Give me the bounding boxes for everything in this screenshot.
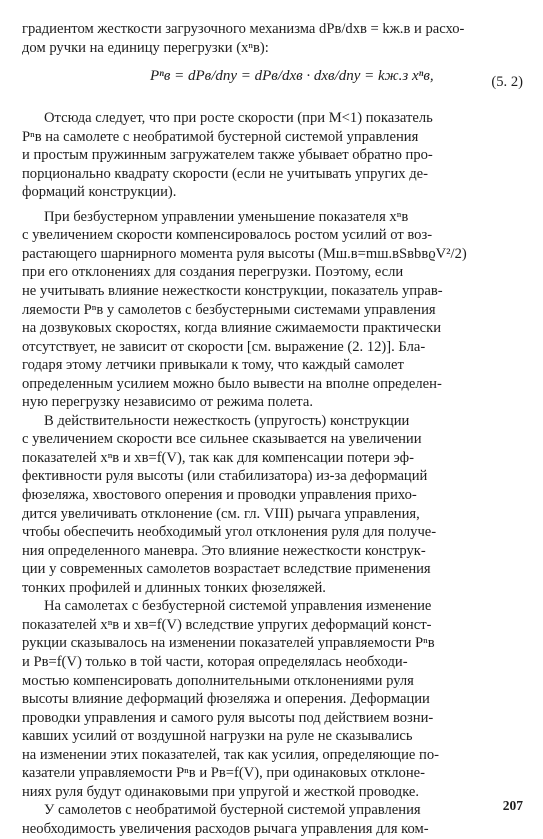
page-body	[22, 20, 525, 838]
text-line: на изменении этих показателей, так как усилия, определяющие по-	[22, 746, 439, 763]
text-line: кавших усилий от воздушной нагрузки на руле не сказывались	[22, 728, 413, 745]
text-line: ции у современных самолетов возрастает вследствие применения	[22, 561, 431, 578]
equation-number: (5. 2)	[491, 74, 523, 91]
formula-block	[22, 57, 525, 109]
text-line: определенным усилием можно было вывести на вполне определен-	[22, 375, 442, 392]
text-line: ную перегрузку независимо от режима полета.	[22, 394, 313, 411]
text-line: на дозвуковых скоростях, когда влияние сжимаемости практически	[22, 320, 442, 337]
text-line: отсутствует, не зависит от скорости [см. выражение (2. 12)]. Бла-	[22, 338, 426, 355]
text-line: фективности руля высоты (или стабилизатора) из-за деформаций	[22, 468, 428, 485]
text-line: и простым пружинным загружателем также убывает обратно про-	[22, 147, 433, 164]
text-line: дится увеличивать отклонение (см. гл. VIII) рычага управления,	[22, 505, 420, 522]
text-line: Отсюда следует, что при росте скорости (при M<1) показатель	[44, 110, 433, 127]
text-line: На самолетах с безбустерной системой управления изменение	[44, 598, 432, 615]
paragraph-1	[22, 109, 525, 202]
text-line: при его отклонениях для создания перегрузки. Поэтому, если	[22, 264, 404, 281]
paragraph-4	[22, 597, 525, 801]
text-line: растающего шарнирного момента руля высоты (Mш.в=mш.вSвbвϱV²/2)	[22, 245, 467, 262]
text-line: При безбустерном управлении уменьшение показателя xⁿв	[44, 208, 409, 225]
text-line: ниях руля будут одинаковыми при упругой и жесткой проводке.	[22, 783, 420, 800]
text-line: тонких профилей и длинных тонких фюзеляжей.	[22, 579, 326, 596]
text-line: проводки управления и самого руля высоты под действием возни-	[22, 709, 434, 726]
text-line: рукции сказывалось на изменении показателей управляемости Pⁿв	[22, 635, 435, 652]
text-line: годаря этому летчики привыкали к тому, что каждый самолет	[22, 357, 404, 374]
paragraph-5	[22, 801, 525, 838]
paragraph-2	[22, 208, 525, 412]
text-line: порционально квадрату скорости (если не учитывать упругих де-	[22, 165, 429, 182]
text-line: с увеличением скорости компенсировалось ростом усилий от воз-	[22, 227, 433, 244]
text-line: показателей xⁿв и xв=f(V) вследствие упругих деформаций конст-	[22, 616, 432, 633]
text-line: с увеличением скорости все сильнее сказывается на увеличении	[22, 431, 422, 448]
text-line: формаций конструкции).	[22, 184, 177, 201]
text-line: необходимость увеличения расходов рычага управления для ком-	[22, 820, 429, 837]
text-line: и Pв=f(V) только в той части, которая определялась необходи-	[22, 653, 408, 670]
text-line: мостью компенсировать дополнительными отклонениями руля	[22, 672, 414, 689]
page-number: 207	[502, 798, 523, 813]
text-line: Pⁿв на самолете с необратимой бустерной системой управления	[22, 128, 419, 145]
text-line: В действительности нежесткость (упругость) конструкции	[44, 412, 410, 429]
text-line: фюзеляжа, хвостового оперения и проводки управления прихо-	[22, 487, 417, 504]
paragraph-3	[22, 412, 525, 597]
intro-line-1: градиентом жесткости загрузочного механизма dPв/dxв = kж.в и расхо-	[22, 21, 465, 37]
formula-5-2: Pⁿв = dPв/dnу = dPв/dxв · dxв/dnу = kж.з xⁿв,	[150, 68, 434, 85]
text-line: казатели управляемости Pⁿв и Pв=f(V), при одинаковых отклоне-	[22, 765, 425, 782]
text-line: ляемости Pⁿв у самолетов с безбустерными системами управления	[22, 301, 436, 318]
text-line: ния определенного маневра. Это влияние нежесткости конструк-	[22, 542, 426, 559]
text-line: У самолетов с необратимой бустерной системой управления	[44, 802, 421, 819]
text-line: не учитывать влияние нежесткости конструкции, показатель управ-	[22, 283, 443, 300]
text-line: высоты влияние деформаций фюзеляжа и оперения. Деформации	[22, 691, 430, 708]
intro-line-2: дом ручки на единицу перегрузки (xⁿв):	[22, 39, 269, 56]
text-line: показателей xⁿв и xв=f(V), так как для компенсации потери эф-	[22, 449, 414, 466]
text-line: чтобы обеспечить необходимый угол отклонения руля для получе-	[22, 524, 437, 541]
